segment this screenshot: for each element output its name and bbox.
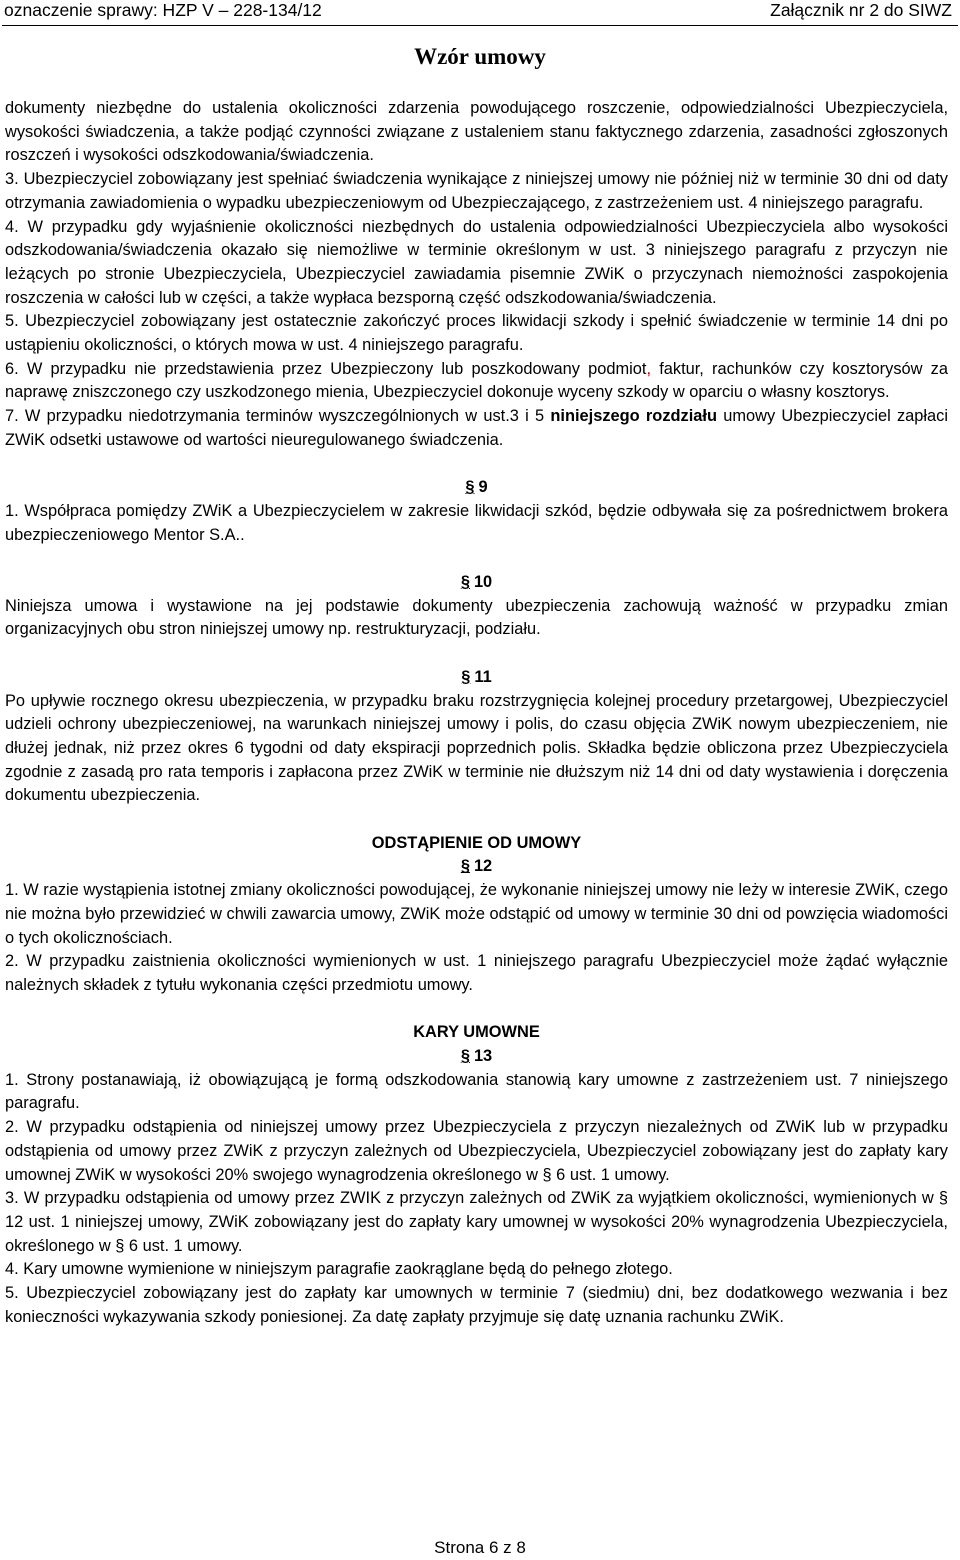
section-12-heading (5, 855, 948, 879)
section-number: 9 (478, 478, 488, 497)
section-13-heading (5, 1045, 948, 1069)
section-13-paragraph-2: 2. W przypadku odstąpienia od niniejszej umowy przez Ubezpieczyciela z przyczyn niezależnych od ZWiK lub w przypadku odstąpienia od umowy przez ZWiK z przyczyn zależnych od Ubezpieczyciela, Ubezpieczyciel zobowiązany jest do zapłaty kary umownej ZWiK w wysokości 20% swojego wynagrodzenia określonego w § 6 ust. 1 umowy. (5, 1118, 948, 1184)
section-9-paragraph-1: 1. Współpraca pomiędzy ZWiK a Ubezpieczycielem w zakresie likwidacji szkód, będzie odbywała się za pośrednictwem brokera ubezpieczeniowego Mentor S.A.. (5, 501, 948, 544)
section-sign: § (465, 478, 475, 497)
paragraph-7-part-a: 7. W przypadku niedotrzymania terminów wyszczególnionych w ust.3 i 5 (5, 407, 551, 426)
withdrawal-heading: ODSTĄPIENIE OD UMOWY (371, 833, 582, 852)
case-reference: oznaczenie sprawy: HZP V – 228-134/12 (4, 0, 322, 20)
paragraph-3: 3. Ubezpieczyciel zobowiązany jest spełniać świadczenia wynikające z niniejszej umowy nie później niż w terminie 30 dni od daty otrzymania zawiadomienia o wypadku ubezpieczeniowym od Ubezpieczającego, z zastrzeżeniem ust. 4 niniejszego paragrafu. (5, 170, 948, 212)
document-body (5, 97, 948, 1329)
paragraph-7-bold: niniejszego rozdziału (550, 407, 717, 426)
document-title: Wzór umowy (414, 44, 546, 69)
penalties-heading: KARY UMOWNE (413, 1023, 540, 1042)
section-number: 10 (473, 573, 493, 592)
spacer (5, 642, 948, 666)
paragraph-7 (5, 405, 948, 452)
section-12-paragraph-2: 2. W przypadku zaistnienia okoliczności wymienionych w ust. 1 niniejszego paragrafu Ubezpieczyciel może żądać wyłącznie należnych składek z tytułu wykonania części przedmiotu umowy. (5, 952, 948, 994)
section-number: 12 (473, 857, 493, 876)
paragraph-4: 4. W przypadku gdy wyjaśnienie okoliczności niezbędnych do ustalenia odpowiedzialności Ubezpieczyciela albo wysokości odszkodowania/świadczenia okazało się niemożliwe w terminie określonym w ust. 3 niniejszego paragrafu z przyczyn nie leżących po stronie Ubezpieczyciela, Ubezpieczyciel zawiadamia pisemnie ZWiK o przyczynach niemożności zaspokojenia roszczenia w całości lub w części, a także wypłaca bezsporną część odszkodowania/świadczenia. (5, 217, 948, 307)
paragraph-6 (5, 358, 948, 405)
spacer (5, 547, 948, 571)
section-13-paragraph-5: 5. Ubezpieczyciel zobowiązany jest do zapłaty kar umownych w terminie 7 (siedmiu) dni, bez dodatkowego wezwania i bez konieczności wykazywania szkody poniesionej. Za datę zapłaty przyjmuje się datę uznania rachunku ZWiK. (5, 1284, 948, 1326)
page-number: Strona 6 z 8 (434, 1538, 526, 1557)
spacer (5, 998, 948, 1022)
section-10-paragraph: Niniejsza umowa i wystawione na jej podstawie dokumenty ubezpieczenia zachowują ważność w przypadku zmian organizacyjnych obu stron niniejszej umowy np. restrukturyzacji, podziału. (5, 596, 948, 639)
section-12-paragraph-1: 1. W razie wystąpienia istotnej zmiany okoliczności powodującej, że wykonanie niniejszej umowy nie leży w interesie ZWiK, czego nie można było przewidzieć w chwili zawarcia umowy, ZWiK może odstąpić od umowy w terminie 30 dni od powzięcia wiadomości o tych okolicznościach. (5, 881, 948, 947)
spacer (5, 453, 948, 477)
section-9-heading (5, 476, 948, 500)
section-number: 13 (473, 1047, 493, 1066)
section-sign: § (461, 667, 471, 686)
spacer (5, 808, 948, 832)
section-11-heading (5, 666, 948, 690)
attachment-label: Załącznik nr 2 do SIWZ (770, 0, 952, 20)
section-number: 11 (474, 667, 492, 686)
page-header (0, 0, 960, 26)
paragraph-6-part-b: faktur, rachunków czy kosztorysów za naprawę zniszczonego czy uszkodzonego mienia, Ubezpieczyciel dokonuje wyceny szkody w oparciu o własny kosztorys. (5, 359, 948, 402)
header-divider (2, 25, 958, 26)
section-sign: § (460, 573, 470, 592)
section-13-paragraph-4: 4. Kary umowne wymienione w niniejszym paragrafie zaokrąglane będą do pełnego złotego. (5, 1260, 673, 1279)
paragraph-7-part-b: umowy Ubezpieczyciel zapłaci ZWiK odsetki ustawowe od wartości nieuregulowanego świadczenia. (5, 407, 948, 449)
section-10-heading (5, 571, 948, 595)
paragraph-6-part-a: 6. W przypadku nie przedstawienia przez Ubezpieczony lub poszkodowany podmiot (5, 359, 647, 378)
section-11-paragraph: Po upływie rocznego okresu ubezpieczenia, w przypadku braku rozstrzygnięcia kolejnej procedury przetargowej, Ubezpieczyciel udzieli ochrony ubezpieczeniowej, na warunkach niniejszej umowy i polis, do czasu objęcia ZWiK nowym ubezpieczeniem, nie dłużej jednak, niż przez okres 6 tygodni od daty ekspiracji poprzednich polis. Składka będzie obliczona przez Ubezpieczyciela zgodnie z zasadą pro rata temporis i zapłacona przez ZWiK w terminie nie dłuższym niż 14 dni od daty wystawienia i doręczenia dokumentu ubezpieczenia. (5, 691, 948, 805)
paragraph-continued: dokumenty niezbędne do ustalenia okoliczności zdarzenia powodującego roszczenie, odpowiedzialności Ubezpieczyciela, wysokości świadczenia, a także podjąć czynności związane z ustaleniem stanu faktycznego zdarzenia, zasadności zgłoszonych roszczeń i wysokości odszkodowania/świadczenia. (5, 99, 948, 165)
section-13-paragraph-1: 1. Strony postanawiają, iż obowiązującą je formą odszkodowania stanowią kary umowne z zastrzeżeniem ust. 7 niniejszego paragrafu. (5, 1070, 948, 1113)
section-sign: § (460, 857, 470, 876)
section-13-paragraph-3: 3. W przypadku odstąpienia od umowy przez ZWIK z przyczyn zależnych od ZWiK za wyjątkiem okoliczności, wymienionych w § 12 ust. 1 niniejszej umowy, ZWiK zobowiązany jest do zapłaty kary umownej w wysokości 20% wynagrodzenia Ubezpieczyciela, określonego w § 6 ust. 1 umowy. (5, 1189, 948, 1255)
paragraph-5: 5. Ubezpieczyciel zobowiązany jest ostatecznie zakończyć proces likwidacji szkody i spełnić świadczenie w terminie 14 dni po ustąpieniu okoliczności, o których mowa w ust. 4 niniejszego paragrafu. (5, 312, 948, 355)
section-sign: § (460, 1047, 470, 1066)
highlighted-comma: , (646, 359, 651, 378)
